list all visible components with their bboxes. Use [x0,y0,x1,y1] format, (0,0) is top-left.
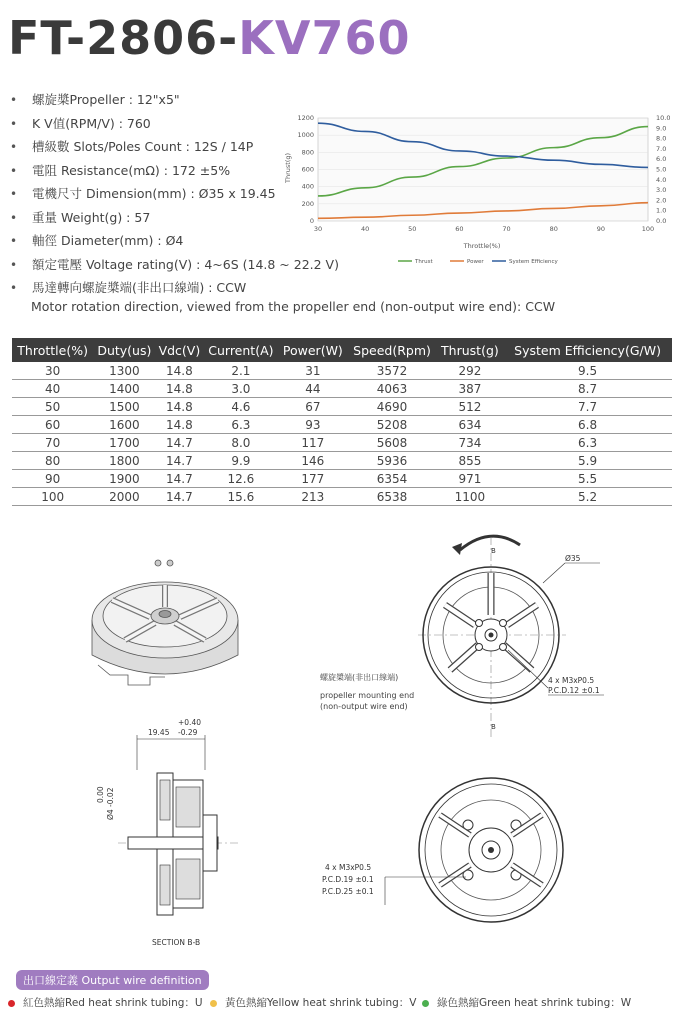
table-cell: 60 [12,416,93,434]
product-kv: KV760 [238,11,411,65]
table-cell: 5608 [347,434,436,452]
table-cell: 14.8 [155,416,203,434]
spec-item: • 電機尺寸 Dimension(mm) : Ø35 x 19.45 [10,186,276,201]
y-left-tick: 1000 [297,131,314,140]
product-title [8,6,411,70]
chart-xlabel: Throttle(%) [463,242,501,250]
wire-item-v: 黃色熱縮Yellow heat shrink tubing：V [210,995,416,1010]
y-right-tick: 0.0 [656,217,667,225]
wire-definition-title: 出口線定義 Output wire definition [16,970,209,990]
table-cell: 177 [278,470,347,488]
technical-drawings [0,525,680,965]
y-right-tick: 4.0 [656,175,667,184]
y-right-tick: 1.0 [656,206,667,215]
table-cell: 387 [437,380,503,398]
x-tick: 60 [455,225,464,233]
svg-text:Ø4 -0.02: Ø4 -0.02 [106,787,115,820]
table-cell: 1600 [93,416,155,434]
rotation-description: Motor rotation direction, viewed from the propeller end (non-output wire end): CCW [31,299,556,314]
table-cell: 14.7 [155,488,203,506]
svg-text:4 x M3xP0.5: 4 x M3xP0.5 [548,676,595,685]
ccw-arrow-icon [452,543,462,555]
table-cell: 292 [437,362,503,380]
table-cell: 1800 [93,452,155,470]
table-cell: 14.7 [155,470,203,488]
table-cell: 14.7 [155,434,203,452]
table-cell: 90 [12,470,93,488]
table-cell: 31 [278,362,347,380]
table-cell: 15.6 [203,488,278,506]
column-header: Duty(us) [93,338,155,362]
table-cell: 3572 [347,362,436,380]
table-row [12,380,672,398]
x-tick: 80 [549,225,558,233]
spec-item: • 槽級數 Slots/Poles Count : 12S / 14P [10,139,254,154]
table-row [12,488,672,506]
spec-item: • 馬達轉向螺旋槳端(非出口線端) : CCW [10,280,247,295]
table-cell: 8.0 [203,434,278,452]
table-cell: 12.6 [203,470,278,488]
wire-item-w: 綠色熱縮Green heat shrink tubing：W [422,995,631,1010]
table-row [12,470,672,488]
y-right-tick: 9.0 [656,124,667,133]
legend-label: System Efficiency [509,259,558,265]
table-row [12,416,672,434]
table-cell: 734 [437,434,503,452]
svg-text:(non-output wire end): (non-output wire end) [320,702,408,711]
table-cell: 512 [437,398,503,416]
svg-text:B: B [491,723,496,731]
y-right-tick: 10.0 [656,114,670,122]
table-cell: 14.8 [155,380,203,398]
table-cell: 100 [12,488,93,506]
table-cell: 4690 [347,398,436,416]
table-cell: 14.8 [155,362,203,380]
spec-item: • 額定電壓 Voltage rating(V) : 4~6S (14.8 ~ 22.2 V) [10,256,339,272]
table-cell: 1100 [437,488,503,506]
table-cell: 14.7 [155,452,203,470]
table-cell: 14.8 [155,398,203,416]
table-row [12,398,672,416]
y-left-tick: 1200 [297,114,314,122]
y-right-tick: 8.0 [656,134,667,143]
svg-text:P.C.D.19 ±0.1: P.C.D.19 ±0.1 [322,875,374,884]
table-cell: 9.5 [503,362,672,380]
performance-chart [280,108,670,268]
table-cell: 1700 [93,434,155,452]
column-header: Speed(Rpm) [347,338,436,362]
column-header: Thrust(g) [437,338,503,362]
y-left-tick: 400 [301,182,314,191]
table-cell: 3.0 [203,380,278,398]
spec-item: • 螺旋槳Propeller : 12"x5" [10,92,180,107]
y-right-tick: 6.0 [656,155,667,164]
diameter-label: Ø35 [565,554,581,563]
svg-text:P.C.D.25 ±0.1: P.C.D.25 ±0.1 [322,887,374,896]
table-cell: 5.2 [503,488,672,506]
table-cell: 5208 [347,416,436,434]
column-header: Vdc(V) [155,338,203,362]
svg-text:0.00: 0.00 [96,786,105,803]
table-cell: 6354 [347,470,436,488]
svg-text:+0.40: +0.40 [178,718,201,727]
yellow-dot-icon [210,1000,217,1007]
table-cell: 7.7 [503,398,672,416]
table-cell: 44 [278,380,347,398]
table-cell: 1400 [93,380,155,398]
motor-top-view [320,536,604,740]
spec-item: • K V值(RPM/V) : 760 [10,115,151,131]
table-cell: 5936 [347,452,436,470]
table-cell: 2000 [93,488,155,506]
table-cell: 855 [437,452,503,470]
performance-table [12,338,672,506]
y-left-tick: 800 [301,148,314,157]
product-model: FT-2806- [8,11,239,65]
svg-text:-0.29: -0.29 [178,728,198,737]
x-tick: 90 [596,225,605,233]
table-cell: 9.9 [203,452,278,470]
table-cell: 6.3 [503,434,672,452]
wire-item-u: 紅色熱縮Red heat shrink tubing：U [8,995,203,1010]
spec-item: • 重量 Weight(g) : 57 [10,209,151,225]
table-cell: 80 [12,452,93,470]
table-cell: 4063 [347,380,436,398]
y-right-tick: 3.0 [656,186,667,195]
table-cell: 40 [12,380,93,398]
x-tick: 30 [313,225,323,233]
x-tick: 100 [641,225,655,233]
column-header: Power(W) [278,338,347,362]
table-row [12,434,672,452]
section-view [96,718,240,947]
table-cell: 2.1 [203,362,278,380]
table-cell: 30 [12,362,93,380]
table-cell: 213 [278,488,347,506]
column-header: Current(A) [203,338,278,362]
chart-ylabel: Thrust(g) [284,152,292,184]
table-cell: 67 [278,398,347,416]
table-cell: 5.9 [503,452,672,470]
svg-text:B: B [491,547,496,555]
table-cell: 1900 [93,470,155,488]
legend-label: Thrust [415,259,433,265]
motor-bottom-view [322,778,563,922]
red-dot-icon [8,1000,15,1007]
y-right-tick: 2.0 [656,196,667,205]
table-cell: 1500 [93,398,155,416]
svg-text:4 x M3xP0.5: 4 x M3xP0.5 [325,863,372,872]
table-cell: 5.5 [503,470,672,488]
column-header: System Efficiency(G/W) [503,338,672,362]
y-left-tick: 0 [309,217,314,225]
y-right-tick: 7.0 [656,144,667,153]
svg-text:propeller mounting end: propeller mounting end [320,691,415,700]
section-label: SECTION B-B [152,938,201,947]
table-cell: 6.8 [503,416,672,434]
table-cell: 6538 [347,488,436,506]
spec-item: • 電阻 Resistance(mΩ) : 172 ±5% [10,162,231,178]
x-tick: 70 [502,225,511,233]
x-tick: 50 [408,225,417,233]
y-right-tick: 5.0 [656,165,667,174]
table-row [12,452,672,470]
table-cell: 70 [12,434,93,452]
green-dot-icon [422,1000,429,1007]
y-left-tick: 600 [301,165,314,174]
table-cell: 6.3 [203,416,278,434]
x-tick: 40 [361,225,370,233]
table-cell: 4.6 [203,398,278,416]
y-left-tick: 200 [301,199,314,208]
table-header-row [12,338,672,362]
svg-text:P.C.D.12 ±0.1: P.C.D.12 ±0.1 [548,686,600,695]
column-header: Throttle(%) [12,338,93,362]
svg-text:螺旋槳端(非出口線端): 螺旋槳端(非出口線端) [320,673,399,682]
table-cell: 117 [278,434,347,452]
motor-3d-illustration [92,560,238,685]
table-cell: 50 [12,398,93,416]
table-cell: 634 [437,416,503,434]
legend-label: Power [467,259,484,265]
table-cell: 971 [437,470,503,488]
table-cell: 1300 [93,362,155,380]
svg-text:19.45: 19.45 [148,728,170,737]
table-row [12,362,672,380]
table-cell: 93 [278,416,347,434]
spec-item: • 軸徑 Diameter(mm) : Ø4 [10,233,184,248]
table-cell: 146 [278,452,347,470]
table-cell: 8.7 [503,380,672,398]
